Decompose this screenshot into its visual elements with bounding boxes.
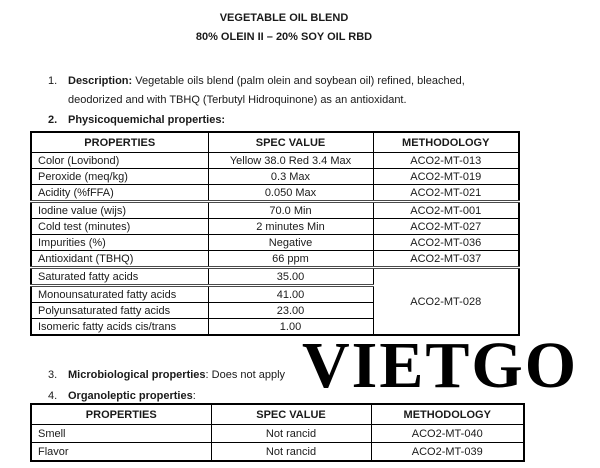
table-cell: 70.0 Min [208,202,373,219]
table-row [31,235,519,251]
table-cell: Polyunsaturated fatty acids [31,303,208,319]
column-header: METHODOLOGY [371,404,524,425]
table-cell: ACO2-MT-021 [373,185,519,202]
microbiological-value: : Does not apply [205,369,286,381]
column-header: METHODOLOGY [373,132,519,153]
list-number: 3. [48,369,58,381]
table-cell: 41.00 [208,286,373,303]
table-cell: 23.00 [208,303,373,319]
table-cell: 2 minutes Min [208,219,373,235]
table-cell: Cold test (minutes) [31,219,208,235]
microbiological-label: Microbiological properties [68,369,206,381]
table-row [31,169,519,185]
organoleptic-properties-table [30,403,525,462]
table-cell: Not rancid [211,425,371,443]
organoleptic-label: Organoleptic properties [68,390,193,402]
table-row [31,443,524,462]
organoleptic-colon: : [192,390,196,402]
header-row [31,404,524,425]
title-line-2: 80% OLEIN II – 20% SOY OIL RBD [195,31,373,43]
table-cell: 66 ppm [208,251,373,268]
table-cell: ACO2-MT-028 [373,268,519,336]
physicochemical-label: Physicoquemichal properties: [68,114,226,126]
table-row [31,202,519,219]
description-text [68,72,540,110]
table-cell: Peroxide (meq/kg) [31,169,208,185]
list-number: 2. [48,114,58,126]
column-header: PROPERTIES [31,404,211,425]
table-cell: ACO2-MT-040 [371,425,524,443]
header-row [31,132,519,153]
table-cell: Saturated fatty acids [31,268,208,286]
column-header: PROPERTIES [31,132,208,153]
table-cell: ACO2-MT-027 [373,219,519,235]
table-cell: Smell [31,425,211,443]
table-cell: 35.00 [208,268,373,286]
table-cell: Iodine value (wijs) [31,202,208,219]
table-cell: Color (Lovibond) [31,153,208,169]
description-line-2: deodorized and with TBHQ (Terbutyl Hidroquinone) as an antioxidant. [68,94,407,106]
table-row [31,185,519,202]
description-line-1: Vegetable oils blend (palm olein and soybean oil) refined, bleached, [132,75,465,87]
table-row [31,251,519,268]
column-header: SPEC VALUE [208,132,373,153]
list-item-physicochemical [48,111,540,130]
table-row [31,268,519,286]
table-cell: Impurities (%) [31,235,208,251]
table-cell: Yellow 38.0 Red 3.4 Max [208,153,373,169]
table-cell: Acidity (%fFFA) [31,185,208,202]
list-item-description [48,72,540,110]
table-cell: ACO2-MT-013 [373,153,519,169]
table-cell: ACO2-MT-039 [371,443,524,462]
column-header: SPEC VALUE [211,404,371,425]
table-cell: Negative [208,235,373,251]
table-cell: 0.050 Max [208,185,373,202]
table-row [31,153,519,169]
table-cell: ACO2-MT-019 [373,169,519,185]
description-label: Description: [68,75,133,87]
table-cell: Monounsaturated fatty acids [31,286,208,303]
table-row [31,219,519,235]
vietgo-watermark: VIETGO [302,329,579,402]
list-number: 4. [48,390,58,402]
physicochemical-properties-table [30,131,520,336]
table-cell: ACO2-MT-001 [373,202,519,219]
table-cell: Isomeric fatty acids cis/trans [31,319,208,336]
title-line-1: VEGETABLE OIL BLEND [219,12,349,24]
table-cell: 0.3 Max [208,169,373,185]
table-row [31,425,524,443]
table-cell: Antioxidant (TBHQ) [31,251,208,268]
table-cell: ACO2-MT-037 [373,251,519,268]
table-cell: Not rancid [211,443,371,462]
list-number: 1. [48,75,58,87]
document-title [0,9,568,47]
table-cell: ACO2-MT-036 [373,235,519,251]
table-cell: Flavor [31,443,211,462]
table-cell: 1.00 [208,319,373,336]
